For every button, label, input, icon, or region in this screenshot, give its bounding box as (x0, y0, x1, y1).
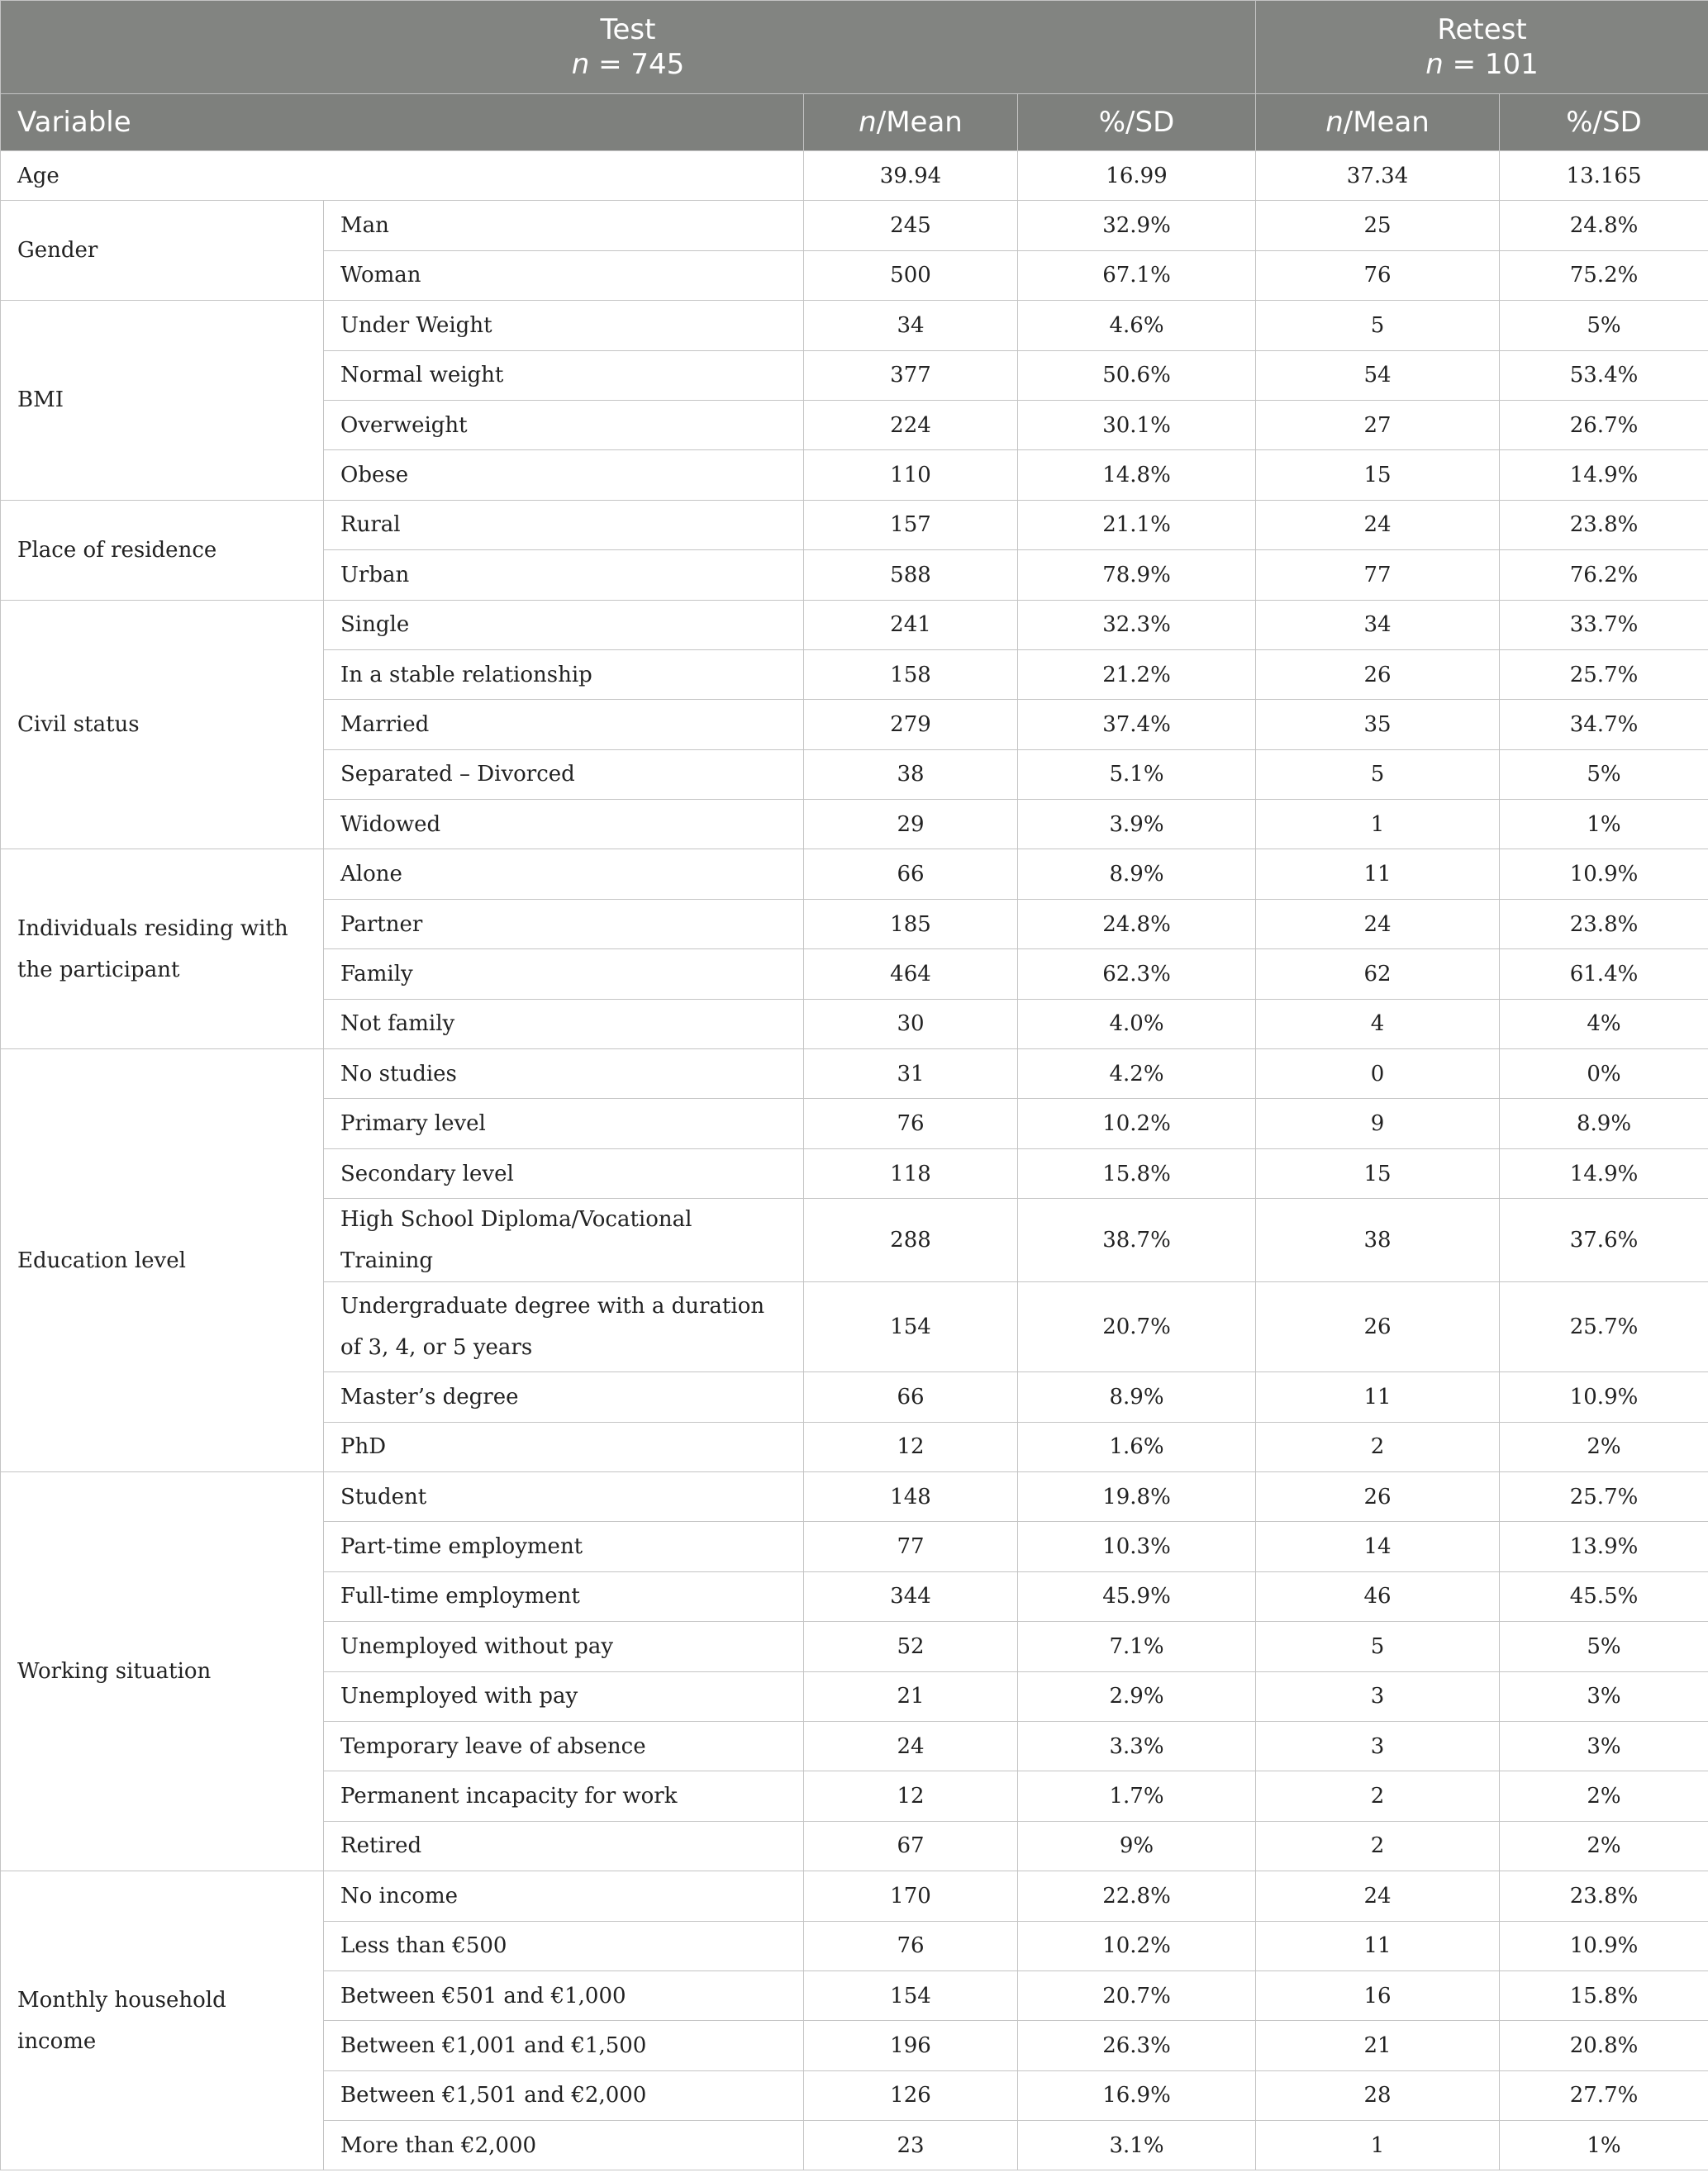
test-pct-sd-cell: 14.8% (1018, 450, 1256, 500)
retest-n-mean-cell: 2 (1256, 1821, 1500, 1871)
retest-pct-sd-cell: 33.7% (1500, 600, 1708, 649)
retest-n-mean-cell: 28 (1256, 2070, 1500, 2120)
test-pct-sd-cell: 62.3% (1018, 949, 1256, 999)
category-cell: Retired (324, 1821, 804, 1871)
test-n-mean-cell: 12 (804, 1422, 1018, 1471)
retest-pct-sd-cell: 1% (1500, 800, 1708, 849)
category-cell: Urban (324, 550, 804, 600)
retest-pct-sd-cell: 2% (1500, 1771, 1708, 1821)
test-n-mean-cell: 66 (804, 849, 1018, 899)
test-n-mean-cell: 154 (804, 1282, 1018, 1372)
test-n-mean-cell: 77 (804, 1522, 1018, 1571)
test-pct-sd-cell: 4.6% (1018, 301, 1256, 350)
retest-n-mean-cell: 2 (1256, 1422, 1500, 1471)
table-row (1, 1871, 1708, 1921)
test-n-mean-cell: 24 (804, 1721, 1018, 1771)
test-n-mean-header: n/Mean (804, 94, 1018, 151)
retest-pct-sd-header: %/SD (1500, 94, 1708, 151)
retest-pct-sd-cell: 10.9% (1500, 1921, 1708, 1970)
category-cell: Secondary level (324, 1148, 804, 1198)
category-cell: Between €1,001 and €1,500 (324, 2021, 804, 2070)
variable-cell: Individuals residing with the participant (1, 849, 324, 1049)
test-n-mean-cell: 38 (804, 749, 1018, 799)
variable-cell: BMI (1, 301, 324, 501)
test-pct-sd-cell: 32.3% (1018, 600, 1256, 649)
retest-pct-sd-cell: 45.5% (1500, 1571, 1708, 1621)
category-cell: High School Diploma/Vocational Training (324, 1199, 804, 1282)
test-n-mean-cell: 288 (804, 1199, 1018, 1282)
retest-pct-sd-cell: 26.7% (1500, 400, 1708, 449)
test-n-mean-cell: 30 (804, 999, 1018, 1048)
variable-cell: Monthly household income (1, 1871, 324, 2170)
retest-n-mean-cell: 0 (1256, 1049, 1500, 1099)
retest-n-mean-cell: 21 (1256, 2021, 1500, 2070)
category-cell: Separated – Divorced (324, 749, 804, 799)
test-pct-sd-cell: 78.9% (1018, 550, 1256, 600)
test-n-mean-cell: 377 (804, 350, 1018, 400)
category-cell: Not family (324, 999, 804, 1048)
retest-pct-sd-cell: 15.8% (1500, 1970, 1708, 2020)
category-cell: Woman (324, 250, 804, 300)
variable-cell: Place of residence (1, 500, 324, 600)
test-n-mean-cell: 344 (804, 1571, 1018, 1621)
retest-n-mean-header: n/Mean (1256, 94, 1500, 151)
retest-pct-sd-cell: 13.9% (1500, 1522, 1708, 1571)
retest-n-mean-cell: 5 (1256, 1622, 1500, 1671)
retest-pct-sd-cell: 10.9% (1500, 1372, 1708, 1422)
test-pct-sd-cell: 5.1% (1018, 749, 1256, 799)
category-cell: Between €501 and €1,000 (324, 1970, 804, 2020)
retest-n-mean-cell: 3 (1256, 1671, 1500, 1721)
retest-n-mean-cell: 34 (1256, 600, 1500, 649)
test-pct-sd-cell: 4.2% (1018, 1049, 1256, 1099)
retest-pct-sd-cell: 3% (1500, 1671, 1708, 1721)
category-cell: Undergraduate degree with a duration of 3, 4, or 5 years (324, 1282, 804, 1372)
category-cell: Under Weight (324, 301, 804, 350)
test-n-mean-cell: 241 (804, 600, 1018, 649)
test-pct-sd-cell: 67.1% (1018, 250, 1256, 300)
retest-pct-sd-cell: 1% (1500, 2121, 1708, 2170)
table-row (1, 151, 1708, 201)
test-n-mean-cell: 185 (804, 899, 1018, 948)
retest-n-mean-cell: 3 (1256, 1721, 1500, 1771)
test-group-label: Test (600, 13, 656, 46)
category-cell: Single (324, 600, 804, 649)
table-body (1, 151, 1708, 2170)
category-cell: Less than €500 (324, 1921, 804, 1970)
table-row (1, 600, 1708, 649)
retest-n-mean-cell: 15 (1256, 1148, 1500, 1198)
test-n-mean-cell: 118 (804, 1148, 1018, 1198)
category-cell: Obese (324, 450, 804, 500)
test-n-mean-cell: 154 (804, 1970, 1018, 2020)
test-pct-sd-cell: 4.0% (1018, 999, 1256, 1048)
table-row (1, 500, 1708, 549)
test-pct-sd-cell: 45.9% (1018, 1571, 1256, 1621)
retest-n-mean-cell: 1 (1256, 2121, 1500, 2170)
test-pct-sd-cell: 1.6% (1018, 1422, 1256, 1471)
variable-cell: Age (1, 151, 804, 201)
test-n-mean-cell: 148 (804, 1471, 1018, 1521)
category-cell: PhD (324, 1422, 804, 1471)
category-cell: Student (324, 1471, 804, 1521)
category-cell: Between €1,501 and €2,000 (324, 2070, 804, 2120)
test-n-mean-cell: 196 (804, 2021, 1018, 2070)
test-n-mean-cell: 76 (804, 1099, 1018, 1148)
test-pct-sd-cell: 20.7% (1018, 1282, 1256, 1372)
retest-pct-sd-cell: 23.8% (1500, 899, 1708, 948)
test-n-mean-cell: 67 (804, 1821, 1018, 1871)
retest-n-mean-cell: 24 (1256, 500, 1500, 549)
retest-n-mean-cell: 77 (1256, 550, 1500, 600)
category-cell: Alone (324, 849, 804, 899)
retest-pct-sd-cell: 0% (1500, 1049, 1708, 1099)
retest-n-mean-cell: 24 (1256, 899, 1500, 948)
retest-n-mean-cell: 26 (1256, 1471, 1500, 1521)
retest-pct-sd-cell: 25.7% (1500, 649, 1708, 699)
retest-pct-sd-cell: 37.6% (1500, 1199, 1708, 1282)
test-pct-sd-cell: 3.1% (1018, 2121, 1256, 2170)
test-n-mean-cell: 21 (804, 1671, 1018, 1721)
retest-pct-sd-cell: 14.9% (1500, 450, 1708, 500)
retest-pct-sd-cell: 5% (1500, 1622, 1708, 1671)
test-pct-sd-cell: 20.7% (1018, 1970, 1256, 2020)
category-cell: Partner (324, 899, 804, 948)
retest-n-mean-cell: 26 (1256, 1282, 1500, 1372)
category-cell: Unemployed without pay (324, 1622, 804, 1671)
retest-pct-sd-cell: 8.9% (1500, 1099, 1708, 1148)
test-n-mean-cell: 158 (804, 649, 1018, 699)
category-cell: In a stable relationship (324, 649, 804, 699)
test-group-n: n = 745 (571, 48, 685, 81)
retest-n-mean-cell: 76 (1256, 250, 1500, 300)
retest-pct-sd-cell: 2% (1500, 1422, 1708, 1471)
retest-pct-sd-cell: 2% (1500, 1821, 1708, 1871)
retest-pct-sd-cell: 23.8% (1500, 1871, 1708, 1921)
retest-n-mean-cell: 27 (1256, 400, 1500, 449)
test-pct-sd-cell: 10.2% (1018, 1099, 1256, 1148)
test-n-mean-cell: 66 (804, 1372, 1018, 1422)
retest-pct-sd-cell: 53.4% (1500, 350, 1708, 400)
test-pct-sd-cell: 19.8% (1018, 1471, 1256, 1521)
group-header-row (1, 1, 1708, 94)
category-cell: Temporary leave of absence (324, 1721, 804, 1771)
retest-n-mean-cell: 62 (1256, 949, 1500, 999)
category-cell: No studies (324, 1049, 804, 1099)
retest-group-header (1256, 1, 1708, 94)
test-n-mean-cell: 157 (804, 500, 1018, 549)
retest-pct-sd-cell: 25.7% (1500, 1471, 1708, 1521)
test-pct-sd-cell: 21.1% (1018, 500, 1256, 549)
table-row (1, 1049, 1708, 1099)
category-cell: Part-time employment (324, 1522, 804, 1571)
test-n-mean-cell: 245 (804, 201, 1018, 250)
retest-pct-sd-cell: 25.7% (1500, 1282, 1708, 1372)
test-n-mean-cell: 76 (804, 1921, 1018, 1970)
retest-pct-sd-cell: 23.8% (1500, 500, 1708, 549)
retest-n-mean-cell: 35 (1256, 700, 1500, 749)
retest-n-mean-cell: 9 (1256, 1099, 1500, 1148)
test-n-mean-cell: 12 (804, 1771, 1018, 1821)
category-cell: Rural (324, 500, 804, 549)
category-cell: More than €2,000 (324, 2121, 804, 2170)
retest-n-mean-cell: 38 (1256, 1199, 1500, 1282)
test-pct-sd-cell: 7.1% (1018, 1622, 1256, 1671)
retest-pct-sd-cell: 24.8% (1500, 201, 1708, 250)
retest-pct-sd-cell: 10.9% (1500, 849, 1708, 899)
retest-pct-sd-cell: 61.4% (1500, 949, 1708, 999)
test-pct-sd-cell: 8.9% (1018, 849, 1256, 899)
test-n-mean-cell: 464 (804, 949, 1018, 999)
test-pct-sd-cell: 16.9% (1018, 2070, 1256, 2120)
test-pct-sd-cell: 50.6% (1018, 350, 1256, 400)
retest-n-mean-cell: 24 (1256, 1871, 1500, 1921)
variable-cell: Education level (1, 1049, 324, 1472)
test-pct-sd-cell: 3.9% (1018, 800, 1256, 849)
retest-n-mean-cell: 5 (1256, 749, 1500, 799)
variable-cell: Gender (1, 201, 324, 301)
retest-n-mean-cell: 37.34 (1256, 151, 1500, 201)
test-n-mean-cell: 29 (804, 800, 1018, 849)
test-pct-sd-header: %/SD (1018, 94, 1256, 151)
column-header-row (1, 94, 1708, 151)
retest-n-mean-cell: 54 (1256, 350, 1500, 400)
test-pct-sd-cell: 16.99 (1018, 151, 1256, 201)
variable-column-header: Variable (1, 94, 804, 151)
test-pct-sd-cell: 15.8% (1018, 1148, 1256, 1198)
test-pct-sd-cell: 37.4% (1018, 700, 1256, 749)
variable-cell: Working situation (1, 1471, 324, 1871)
test-n-mean-cell: 279 (804, 700, 1018, 749)
test-n-mean-cell: 170 (804, 1871, 1018, 1921)
variable-cell: Civil status (1, 600, 324, 849)
test-pct-sd-cell: 8.9% (1018, 1372, 1256, 1422)
test-n-mean-cell: 52 (804, 1622, 1018, 1671)
test-pct-sd-cell: 2.9% (1018, 1671, 1256, 1721)
retest-n-mean-cell: 14 (1256, 1522, 1500, 1571)
retest-pct-sd-cell: 4% (1500, 999, 1708, 1048)
table-row (1, 201, 1708, 250)
retest-group-n: n = 101 (1425, 48, 1539, 81)
test-n-mean-cell: 31 (804, 1049, 1018, 1099)
category-cell: Master’s degree (324, 1372, 804, 1422)
retest-pct-sd-cell: 5% (1500, 749, 1708, 799)
category-cell: Married (324, 700, 804, 749)
test-pct-sd-cell: 1.7% (1018, 1771, 1256, 1821)
test-pct-sd-cell: 30.1% (1018, 400, 1256, 449)
test-n-mean-cell: 500 (804, 250, 1018, 300)
test-pct-sd-cell: 22.8% (1018, 1871, 1256, 1921)
retest-pct-sd-cell: 3% (1500, 1721, 1708, 1771)
retest-n-mean-cell: 26 (1256, 649, 1500, 699)
test-n-mean-cell: 23 (804, 2121, 1018, 2170)
retest-pct-sd-cell: 27.7% (1500, 2070, 1708, 2120)
retest-n-mean-cell: 16 (1256, 1970, 1500, 2020)
category-cell: Permanent incapacity for work (324, 1771, 804, 1821)
retest-n-mean-cell: 46 (1256, 1571, 1500, 1621)
retest-group-label: Retest (1437, 13, 1527, 46)
retest-n-mean-cell: 5 (1256, 301, 1500, 350)
category-cell: Primary level (324, 1099, 804, 1148)
category-cell: Man (324, 201, 804, 250)
retest-n-mean-cell: 25 (1256, 201, 1500, 250)
test-pct-sd-cell: 10.2% (1018, 1921, 1256, 1970)
test-n-mean-cell: 126 (804, 2070, 1018, 2120)
retest-n-mean-cell: 4 (1256, 999, 1500, 1048)
category-cell: No income (324, 1871, 804, 1921)
table-row (1, 1471, 1708, 1521)
category-cell: Widowed (324, 800, 804, 849)
test-n-mean-cell: 224 (804, 400, 1018, 449)
retest-n-mean-cell: 15 (1256, 450, 1500, 500)
test-pct-sd-cell: 3.3% (1018, 1721, 1256, 1771)
test-pct-sd-cell: 21.2% (1018, 649, 1256, 699)
retest-pct-sd-cell: 14.9% (1500, 1148, 1708, 1198)
retest-n-mean-cell: 11 (1256, 1372, 1500, 1422)
retest-pct-sd-cell: 76.2% (1500, 550, 1708, 600)
retest-n-mean-cell: 11 (1256, 849, 1500, 899)
test-n-mean-cell: 588 (804, 550, 1018, 600)
retest-pct-sd-cell: 5% (1500, 301, 1708, 350)
category-cell: Normal weight (324, 350, 804, 400)
test-pct-sd-cell: 24.8% (1018, 899, 1256, 948)
test-pct-sd-cell: 38.7% (1018, 1199, 1256, 1282)
category-cell: Family (324, 949, 804, 999)
category-cell: Unemployed with pay (324, 1671, 804, 1721)
test-n-mean-cell: 34 (804, 301, 1018, 350)
test-pct-sd-cell: 26.3% (1018, 2021, 1256, 2070)
retest-pct-sd-cell: 75.2% (1500, 250, 1708, 300)
table-row (1, 849, 1708, 899)
retest-pct-sd-cell: 20.8% (1500, 2021, 1708, 2070)
test-pct-sd-cell: 9% (1018, 1821, 1256, 1871)
test-group-header (1, 1, 1256, 94)
category-cell: Overweight (324, 400, 804, 449)
retest-pct-sd-cell: 13.165 (1500, 151, 1708, 201)
test-pct-sd-cell: 10.3% (1018, 1522, 1256, 1571)
category-cell: Full-time employment (324, 1571, 804, 1621)
table-row (1, 301, 1708, 350)
retest-n-mean-cell: 1 (1256, 800, 1500, 849)
retest-n-mean-cell: 2 (1256, 1771, 1500, 1821)
test-n-mean-cell: 110 (804, 450, 1018, 500)
retest-pct-sd-cell: 34.7% (1500, 700, 1708, 749)
test-pct-sd-cell: 32.9% (1018, 201, 1256, 250)
retest-n-mean-cell: 11 (1256, 1921, 1500, 1970)
test-n-mean-cell: 39.94 (804, 151, 1018, 201)
